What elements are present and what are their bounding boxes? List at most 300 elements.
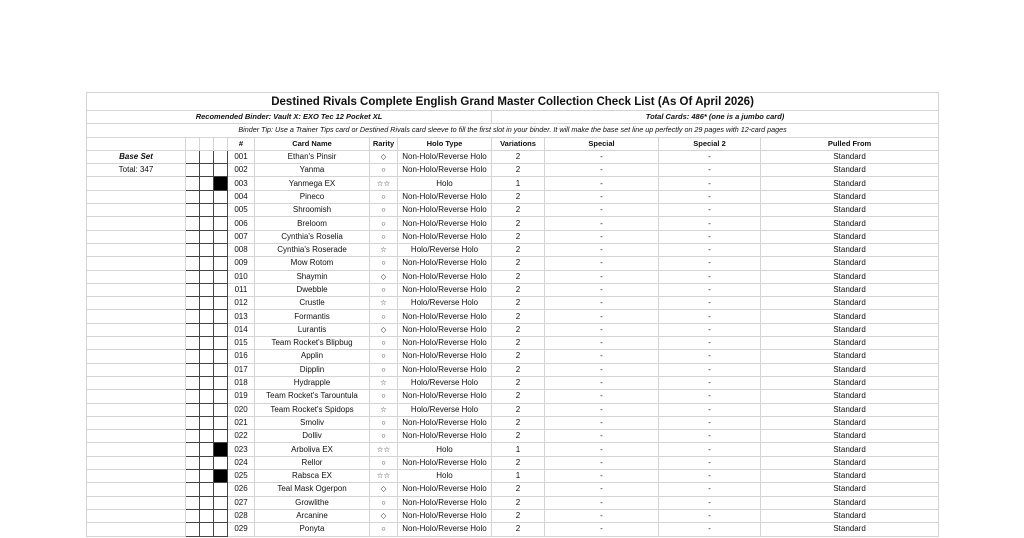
collection-checkbox[interactable] xyxy=(200,509,214,522)
holo-type: Holo xyxy=(398,177,492,190)
special-2-value: - xyxy=(659,150,761,163)
collection-checkbox[interactable] xyxy=(186,323,200,336)
variations-count: 2 xyxy=(492,323,545,336)
collection-checkbox[interactable] xyxy=(214,323,228,336)
variations-count: 2 xyxy=(492,243,545,256)
set-name: Base Set xyxy=(87,150,186,163)
card-number: 018 xyxy=(228,376,255,389)
special-value: - xyxy=(545,230,659,243)
card-number: 020 xyxy=(228,403,255,416)
collection-checkbox[interactable] xyxy=(186,337,200,350)
variations-count: 2 xyxy=(492,523,545,536)
pulled-from: Standard xyxy=(761,177,939,190)
rarity-symbol: ○ xyxy=(370,310,398,323)
card-name: Cynthia's Roserade xyxy=(255,243,370,256)
variations-count: 2 xyxy=(492,337,545,350)
pulled-from: Standard xyxy=(761,270,939,283)
variations-count: 2 xyxy=(492,509,545,522)
card-number: 022 xyxy=(228,430,255,443)
collection-checkbox[interactable] xyxy=(186,190,200,203)
collection-checkbox[interactable] xyxy=(200,390,214,403)
table-row xyxy=(87,483,939,496)
holo-type: Non-Holo/Reverse Holo xyxy=(398,323,492,336)
variations-count: 2 xyxy=(492,310,545,323)
special-value: - xyxy=(545,310,659,323)
rarity-symbol: ◇ xyxy=(370,509,398,522)
special-2-value: - xyxy=(659,230,761,243)
collection-checkbox[interactable] xyxy=(186,443,200,456)
collection-checkbox[interactable] xyxy=(200,416,214,429)
special-value: - xyxy=(545,456,659,469)
special-2-value: - xyxy=(659,509,761,522)
set-cell xyxy=(87,177,186,190)
rarity-symbol: ○ xyxy=(370,164,398,177)
holo-type: Non-Holo/Reverse Holo xyxy=(398,190,492,203)
collection-checkbox[interactable] xyxy=(186,150,200,163)
special-value: - xyxy=(545,177,659,190)
special-2-value: - xyxy=(659,456,761,469)
card-number: 008 xyxy=(228,243,255,256)
card-name: Dwebble xyxy=(255,283,370,296)
collection-checkbox[interactable] xyxy=(186,310,200,323)
special-2-value: - xyxy=(659,177,761,190)
special-2-value: - xyxy=(659,297,761,310)
card-number: 027 xyxy=(228,496,255,509)
set-cell xyxy=(87,190,186,203)
pulled-from: Standard xyxy=(761,204,939,217)
collection-checkbox[interactable] xyxy=(214,509,228,522)
card-name: Growlithe xyxy=(255,496,370,509)
card-number: 025 xyxy=(228,470,255,483)
table-row xyxy=(87,164,939,177)
card-number: 006 xyxy=(228,217,255,230)
card-number: 015 xyxy=(228,337,255,350)
holo-type: Non-Holo/Reverse Holo xyxy=(398,350,492,363)
collection-checkbox[interactable] xyxy=(214,230,228,243)
holo-type: Non-Holo/Reverse Holo xyxy=(398,496,492,509)
holo-type: Non-Holo/Reverse Holo xyxy=(398,150,492,163)
card-number: 028 xyxy=(228,509,255,522)
variations-count: 2 xyxy=(492,363,545,376)
special-value: - xyxy=(545,430,659,443)
special-value: - xyxy=(545,323,659,336)
pulled-from: Standard xyxy=(761,483,939,496)
pulled-from: Standard xyxy=(761,416,939,429)
holo-type-column-header: Holo Type xyxy=(398,137,492,150)
special-value: - xyxy=(545,350,659,363)
collection-checkbox[interactable] xyxy=(214,164,228,177)
collection-checkbox[interactable] xyxy=(200,430,214,443)
variations-count: 2 xyxy=(492,150,545,163)
collection-checkbox[interactable] xyxy=(200,164,214,177)
collection-checkbox[interactable] xyxy=(186,483,200,496)
collection-checkbox[interactable] xyxy=(186,470,200,483)
collection-checkbox[interactable] xyxy=(214,523,228,536)
collection-checkbox[interactable] xyxy=(200,243,214,256)
card-name: Yanmega EX xyxy=(255,177,370,190)
special-2-value: - xyxy=(659,403,761,416)
holo-type: Non-Holo/Reverse Holo xyxy=(398,456,492,469)
collection-checkbox[interactable] xyxy=(186,270,200,283)
collection-checkbox[interactable] xyxy=(186,430,200,443)
card-number: 009 xyxy=(228,257,255,270)
collection-checkbox[interactable] xyxy=(200,523,214,536)
set-cell xyxy=(87,416,186,429)
variations-count: 1 xyxy=(492,470,545,483)
collection-checkbox[interactable] xyxy=(200,443,214,456)
special-value: - xyxy=(545,416,659,429)
special-value: - xyxy=(545,297,659,310)
special-value: - xyxy=(545,270,659,283)
special-value: - xyxy=(545,257,659,270)
card-number: 013 xyxy=(228,310,255,323)
special-2-value: - xyxy=(659,443,761,456)
recommended-binder: Recomended Binder: Vault X: EXO Tec 12 Pocket XL xyxy=(87,111,492,124)
collection-checkbox[interactable] xyxy=(200,323,214,336)
rarity-symbol: ◇ xyxy=(370,150,398,163)
special-value: - xyxy=(545,204,659,217)
collection-checkbox[interactable] xyxy=(200,363,214,376)
tip-row xyxy=(87,124,939,137)
special-2-value: - xyxy=(659,350,761,363)
collection-checkbox[interactable] xyxy=(186,164,200,177)
total-cards: Total Cards: 486* (one is a jumbo card) xyxy=(492,111,939,124)
collection-checkbox[interactable] xyxy=(214,337,228,350)
rarity-symbol: ○ xyxy=(370,230,398,243)
collection-checkbox[interactable] xyxy=(214,270,228,283)
collection-checkbox[interactable] xyxy=(200,337,214,350)
table-row xyxy=(87,150,939,163)
pulled-from: Standard xyxy=(761,150,939,163)
card-name: Shaymin xyxy=(255,270,370,283)
collection-checkbox[interactable] xyxy=(186,350,200,363)
card-number: 029 xyxy=(228,523,255,536)
variations-count: 2 xyxy=(492,483,545,496)
holo-type: Holo/Reverse Holo xyxy=(398,243,492,256)
table-row xyxy=(87,310,939,323)
card-name: Yanma xyxy=(255,164,370,177)
collection-checkbox[interactable] xyxy=(200,217,214,230)
holo-type: Non-Holo/Reverse Holo xyxy=(398,204,492,217)
title-row xyxy=(87,93,939,111)
collection-checkbox[interactable] xyxy=(200,403,214,416)
collection-checkbox[interactable] xyxy=(200,496,214,509)
collection-checkbox[interactable] xyxy=(214,243,228,256)
variations-count: 2 xyxy=(492,403,545,416)
collection-checkbox[interactable] xyxy=(186,243,200,256)
set-cell xyxy=(87,337,186,350)
pulled-from: Standard xyxy=(761,230,939,243)
special-2-value: - xyxy=(659,190,761,203)
pulled-from: Standard xyxy=(761,310,939,323)
collection-checkbox[interactable] xyxy=(214,177,228,190)
rarity-symbol: ○ xyxy=(370,217,398,230)
collection-checkbox[interactable] xyxy=(200,283,214,296)
set-cell xyxy=(87,403,186,416)
pulled-from: Standard xyxy=(761,430,939,443)
table-row xyxy=(87,390,939,403)
table-row xyxy=(87,523,939,536)
table-row xyxy=(87,363,939,376)
collection-checkbox[interactable] xyxy=(214,376,228,389)
pulled-from: Standard xyxy=(761,283,939,296)
pulled-from: Standard xyxy=(761,390,939,403)
collection-checkbox[interactable] xyxy=(186,509,200,522)
table-row xyxy=(87,337,939,350)
holo-type: Non-Holo/Reverse Holo xyxy=(398,483,492,496)
variations-count: 1 xyxy=(492,177,545,190)
collection-checkbox[interactable] xyxy=(186,456,200,469)
special-column-header: Special xyxy=(545,137,659,150)
special-2-value: - xyxy=(659,270,761,283)
card-number: 004 xyxy=(228,190,255,203)
special-value: - xyxy=(545,243,659,256)
set-cell xyxy=(87,509,186,522)
collection-checkbox[interactable] xyxy=(186,403,200,416)
special-2-value: - xyxy=(659,243,761,256)
collection-checkbox[interactable] xyxy=(200,230,214,243)
holo-type: Non-Holo/Reverse Holo xyxy=(398,257,492,270)
pulled-from: Standard xyxy=(761,496,939,509)
collection-checkbox[interactable] xyxy=(214,204,228,217)
collection-checkbox[interactable] xyxy=(214,217,228,230)
collection-checkbox[interactable] xyxy=(186,416,200,429)
pulled-from: Standard xyxy=(761,297,939,310)
special-2-value: - xyxy=(659,483,761,496)
rarity-symbol: ◇ xyxy=(370,270,398,283)
collection-checkbox[interactable] xyxy=(200,270,214,283)
collection-checkbox[interactable] xyxy=(200,150,214,163)
collection-checkbox[interactable] xyxy=(186,283,200,296)
pulled-from: Standard xyxy=(761,523,939,536)
table-row xyxy=(87,496,939,509)
special-2-value: - xyxy=(659,283,761,296)
card-name: Hydrapple xyxy=(255,376,370,389)
special-value: - xyxy=(545,376,659,389)
special-value: - xyxy=(545,483,659,496)
rarity-symbol: ○ xyxy=(370,456,398,469)
card-name: Mow Rotom xyxy=(255,257,370,270)
collection-checkbox[interactable] xyxy=(186,204,200,217)
rarity-symbol: ○ xyxy=(370,190,398,203)
holo-type: Holo xyxy=(398,443,492,456)
collection-checkbox[interactable] xyxy=(214,443,228,456)
table-row xyxy=(87,243,939,256)
collection-checkbox[interactable] xyxy=(200,297,214,310)
collection-checkbox[interactable] xyxy=(186,217,200,230)
rarity-symbol: ○ xyxy=(370,496,398,509)
table-row xyxy=(87,430,939,443)
table-row xyxy=(87,456,939,469)
special-2-value: - xyxy=(659,323,761,336)
table-row xyxy=(87,297,939,310)
collection-checkbox[interactable] xyxy=(214,483,228,496)
rarity-symbol: ☆☆ xyxy=(370,470,398,483)
collection-checkbox[interactable] xyxy=(214,283,228,296)
table-row xyxy=(87,470,939,483)
collection-checkbox[interactable] xyxy=(200,376,214,389)
card-name: Team Rocket's Spidops xyxy=(255,403,370,416)
special-2-value: - xyxy=(659,204,761,217)
collection-checkbox[interactable] xyxy=(200,204,214,217)
table-row xyxy=(87,217,939,230)
special-2-value: - xyxy=(659,257,761,270)
page-title: Destined Rivals Complete English Grand Master Collection Check List (As Of April 2026) xyxy=(87,93,939,111)
collection-checkbox[interactable] xyxy=(214,190,228,203)
number-column-header: # xyxy=(228,137,255,150)
collection-checkbox[interactable] xyxy=(214,456,228,469)
set-column-header xyxy=(87,137,186,150)
card-name: Rabsca EX xyxy=(255,470,370,483)
rarity-symbol: ◇ xyxy=(370,323,398,336)
collection-checkbox[interactable] xyxy=(200,456,214,469)
variations-count: 2 xyxy=(492,164,545,177)
collection-checkbox[interactable] xyxy=(214,257,228,270)
special-value: - xyxy=(545,150,659,163)
special-value: - xyxy=(545,470,659,483)
set-cell xyxy=(87,243,186,256)
collection-checkbox[interactable] xyxy=(186,376,200,389)
card-name: Teal Mask Ogerpon xyxy=(255,483,370,496)
special-2-value: - xyxy=(659,416,761,429)
card-number: 001 xyxy=(228,150,255,163)
set-cell xyxy=(87,496,186,509)
collection-checkbox[interactable] xyxy=(186,257,200,270)
pulled-from-column-header: Pulled From xyxy=(761,137,939,150)
set-total: Total: 347 xyxy=(87,164,186,177)
collection-checkbox[interactable] xyxy=(186,177,200,190)
collection-checkbox[interactable] xyxy=(214,430,228,443)
card-name: Crustle xyxy=(255,297,370,310)
special-2-value: - xyxy=(659,363,761,376)
collection-checkbox[interactable] xyxy=(214,310,228,323)
card-number: 023 xyxy=(228,443,255,456)
card-name: Dipplin xyxy=(255,363,370,376)
collection-checkbox[interactable] xyxy=(200,257,214,270)
card-name: Dolliv xyxy=(255,430,370,443)
collection-checkbox[interactable] xyxy=(214,390,228,403)
collection-checkbox[interactable] xyxy=(186,363,200,376)
collection-checkbox[interactable] xyxy=(214,350,228,363)
holo-type: Non-Holo/Reverse Holo xyxy=(398,363,492,376)
card-number: 012 xyxy=(228,297,255,310)
special-value: - xyxy=(545,496,659,509)
variations-count: 2 xyxy=(492,283,545,296)
rarity-column-header: Rarity xyxy=(370,137,398,150)
pulled-from: Standard xyxy=(761,243,939,256)
collection-checkbox[interactable] xyxy=(200,483,214,496)
rarity-symbol: ☆☆ xyxy=(370,177,398,190)
card-number: 026 xyxy=(228,483,255,496)
variations-count: 2 xyxy=(492,217,545,230)
set-cell xyxy=(87,323,186,336)
rarity-symbol: ☆☆ xyxy=(370,443,398,456)
collection-checkbox[interactable] xyxy=(186,297,200,310)
collection-checkbox[interactable] xyxy=(200,190,214,203)
special-value: - xyxy=(545,217,659,230)
variations-count: 2 xyxy=(492,204,545,217)
rarity-symbol: ○ xyxy=(370,523,398,536)
set-cell xyxy=(87,230,186,243)
collection-checkbox[interactable] xyxy=(214,403,228,416)
special-2-value: - xyxy=(659,496,761,509)
table-row xyxy=(87,270,939,283)
special-2-value: - xyxy=(659,390,761,403)
collection-checkbox[interactable] xyxy=(214,416,228,429)
binder-tip: Binder Tip: Use a Trainer Tips card or Destined Rivals card sleeve to fill the first slot in your binder. It will make the base set line up perfectly on 29 pages with 12-card pages xyxy=(87,124,939,137)
holo-type: Non-Holo/Reverse Holo xyxy=(398,310,492,323)
collection-checkbox[interactable] xyxy=(186,523,200,536)
holo-type: Holo xyxy=(398,470,492,483)
variations-count: 1 xyxy=(492,443,545,456)
variations-count: 2 xyxy=(492,297,545,310)
collection-checkbox[interactable] xyxy=(214,363,228,376)
card-number: 019 xyxy=(228,390,255,403)
variations-count: 2 xyxy=(492,430,545,443)
collection-checkbox[interactable] xyxy=(186,230,200,243)
pulled-from: Standard xyxy=(761,509,939,522)
table-row xyxy=(87,204,939,217)
collection-checkbox[interactable] xyxy=(200,310,214,323)
collection-checkbox[interactable] xyxy=(214,150,228,163)
collection-checkbox[interactable] xyxy=(214,496,228,509)
table-row xyxy=(87,376,939,389)
card-name: Ethan's Pinsir xyxy=(255,150,370,163)
card-name: Applin xyxy=(255,350,370,363)
rarity-symbol: ☆ xyxy=(370,403,398,416)
special-value: - xyxy=(545,390,659,403)
table-row xyxy=(87,350,939,363)
collection-checkbox[interactable] xyxy=(214,470,228,483)
checklist-sheet xyxy=(86,92,938,537)
special-2-column-header: Special 2 xyxy=(659,137,761,150)
collection-checkbox[interactable] xyxy=(200,177,214,190)
set-cell xyxy=(87,270,186,283)
checkbox-column-header xyxy=(214,137,228,150)
holo-type: Holo/Reverse Holo xyxy=(398,297,492,310)
collection-checkbox[interactable] xyxy=(200,350,214,363)
collection-checkbox[interactable] xyxy=(186,390,200,403)
card-name: Arboliva EX xyxy=(255,443,370,456)
checkbox-column-header xyxy=(200,137,214,150)
set-cell xyxy=(87,297,186,310)
rarity-symbol: ○ xyxy=(370,363,398,376)
variations-count: 2 xyxy=(492,230,545,243)
card-name: Breloom xyxy=(255,217,370,230)
special-value: - xyxy=(545,363,659,376)
card-name: Lurantis xyxy=(255,323,370,336)
rarity-symbol: ○ xyxy=(370,257,398,270)
collection-checkbox[interactable] xyxy=(214,297,228,310)
set-cell xyxy=(87,217,186,230)
special-value: - xyxy=(545,523,659,536)
collection-checkbox[interactable] xyxy=(186,496,200,509)
special-2-value: - xyxy=(659,217,761,230)
variations-count: 2 xyxy=(492,376,545,389)
table-row xyxy=(87,283,939,296)
pulled-from: Standard xyxy=(761,350,939,363)
set-cell xyxy=(87,470,186,483)
card-number: 024 xyxy=(228,456,255,469)
special-value: - xyxy=(545,403,659,416)
collection-checkbox[interactable] xyxy=(200,470,214,483)
special-2-value: - xyxy=(659,310,761,323)
card-name-column-header: Card Name xyxy=(255,137,370,150)
rarity-symbol: ○ xyxy=(370,204,398,217)
card-number: 021 xyxy=(228,416,255,429)
table-row xyxy=(87,257,939,270)
rarity-symbol: ○ xyxy=(370,416,398,429)
